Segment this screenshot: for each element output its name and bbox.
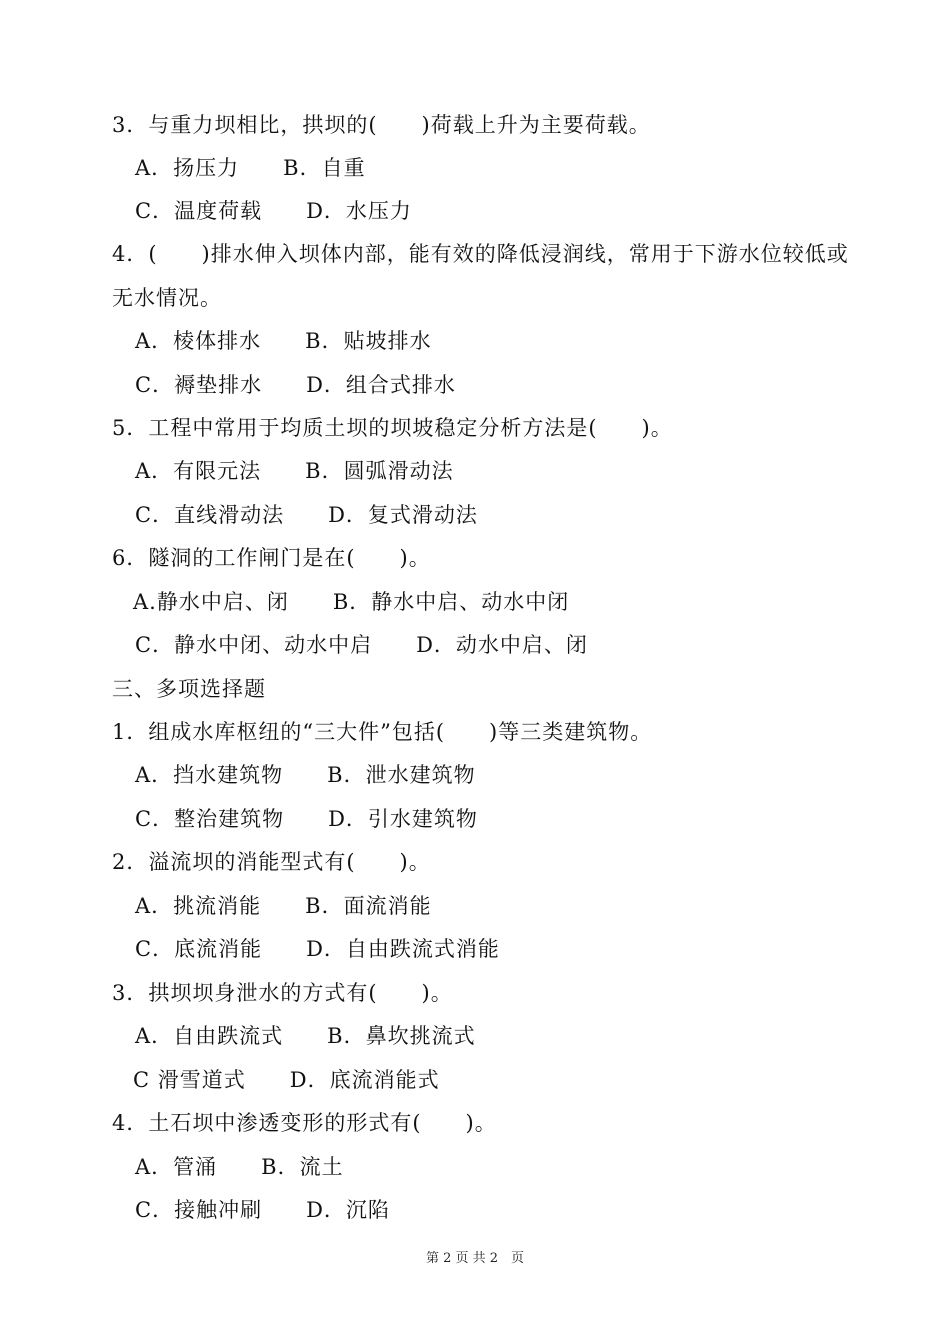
mc-question-4-options-cd: C．接触冲刷 D．沉陷 — [135, 1198, 390, 1222]
question-6-options-cd: C．静水中闭、动水中启 D．动水中启、闭 — [135, 633, 588, 657]
question-4-stem-cont: 无水情况。 — [112, 286, 222, 310]
question-5-stem: 5．工程中常用于均质土坝的坝坡稳定分析方法是( )。 — [112, 416, 673, 440]
question-3-options-cd: C．温度荷载 D．水压力 — [135, 199, 412, 223]
question-3-stem: 3．与重力坝相比，拱坝的( )荷载上升为主要荷载。 — [112, 113, 651, 137]
question-5-options-cd: C．直线滑动法 D．复式滑动法 — [135, 503, 478, 527]
question-5-options-ab: A．有限元法 B．圆弧滑动法 — [135, 459, 454, 483]
mc-question-1-options-cd: C．整治建筑物 D．引水建筑物 — [135, 807, 478, 831]
mc-question-3-stem: 3．拱坝坝身泄水的方式有( )。 — [112, 981, 453, 1005]
mc-question-3-options-ab: A．自由跌流式 B．鼻坎挑流式 — [135, 1024, 476, 1048]
mc-question-4-options-ab: A．管涌 B．流土 — [135, 1155, 344, 1179]
page-footer: 第 2 页 共 2 页 — [425, 1251, 525, 1266]
mc-question-1-stem: 1．组成水库枢纽的“三大件”包括( )等三类建筑物。 — [112, 720, 653, 744]
question-3-options-ab: A．扬压力 B．自重 — [135, 156, 366, 180]
mc-question-2-options-cd: C．底流消能 D．自由跌流式消能 — [135, 937, 500, 961]
question-4-stem: 4．( )排水伸入坝体内部，能有效的降低浸润线，常用于下游水位较低或 — [112, 242, 849, 266]
question-4-options-ab: A．棱体排水 B．贴坡排水 — [135, 329, 432, 353]
mc-question-2-stem: 2．溢流坝的消能型式有( )。 — [112, 850, 431, 874]
mc-question-3-options-cd: C 滑雪道式 D．底流消能式 — [133, 1068, 440, 1092]
mc-question-4-stem: 4．土石坝中渗透变形的形式有( )。 — [112, 1111, 497, 1135]
mc-question-2-options-ab: A．挑流消能 B．面流消能 — [135, 894, 432, 918]
question-4-options-cd: C．褥垫排水 D．组合式排水 — [135, 373, 456, 397]
mc-question-1-options-ab: A．挡水建筑物 B．泄水建筑物 — [135, 763, 476, 787]
section-heading: 三、多项选择题 — [112, 677, 266, 701]
question-6-stem: 6．隧洞的工作闸门是在( )。 — [112, 546, 431, 570]
question-6-options-ab: A.静水中启、闭 B．静水中启、动水中闭 — [133, 590, 570, 614]
